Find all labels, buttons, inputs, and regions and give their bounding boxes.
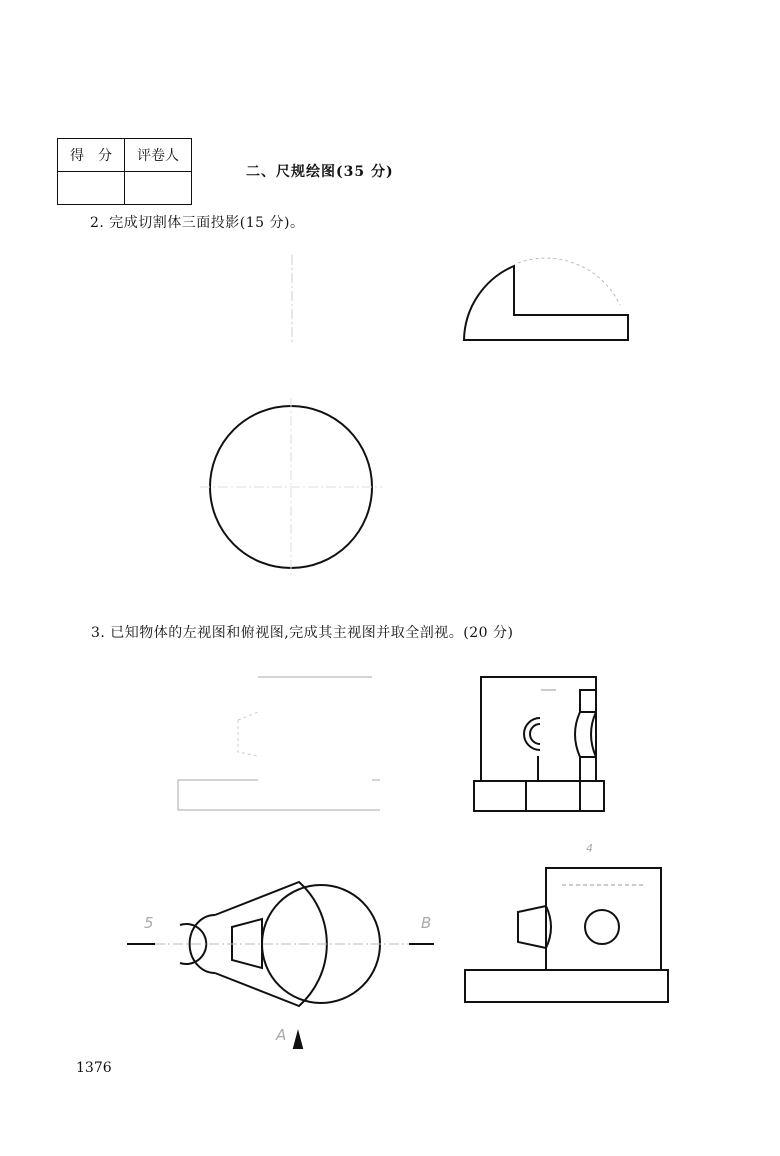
score-header: 得 分 <box>58 139 125 172</box>
q3-front-view <box>465 868 668 1002</box>
section-title: 二、尺规绘图(35 分) <box>246 164 394 180</box>
q3-top-view <box>127 882 434 1048</box>
page-number: 1376 <box>76 1060 112 1076</box>
q2-top-view <box>200 398 382 576</box>
q3-left-view <box>474 677 604 811</box>
section-label-top: 4 <box>586 842 593 855</box>
grader-header: 评卷人 <box>125 139 192 172</box>
q2-side-view <box>464 258 628 340</box>
q3-front-view-faint <box>178 677 380 810</box>
question-2: 2. 完成切割体三面投影(15 分)。 <box>90 215 305 231</box>
section-label-right: B <box>421 914 432 932</box>
question-3: 3. 已知物体的左视图和俯视图,完成其主视图并取全剖视。(20 分) <box>91 625 514 641</box>
section-label-left: 5 <box>144 914 154 932</box>
section-label-bottom: A <box>276 1026 287 1044</box>
